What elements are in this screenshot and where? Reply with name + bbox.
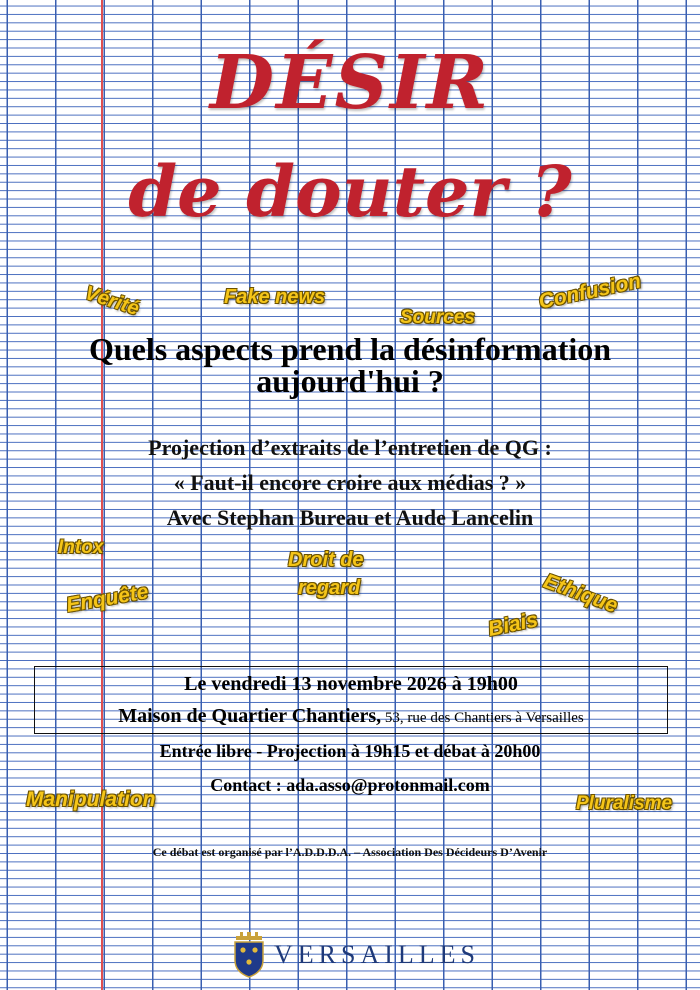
poster-title: DÉSIR xyxy=(209,40,491,126)
main-question-line2: aujourd'hui ? xyxy=(256,363,444,399)
projection-title: Projection d’extraits de l’entretien de QG : xyxy=(148,435,552,460)
event-venue: Maison de Quartier Chantiers, xyxy=(118,705,382,727)
keyword-sources: Sources xyxy=(400,307,475,328)
event-info-box xyxy=(34,666,668,734)
organizer-note: Ce débat est organisé par l’A.D.D.D.A. – Association Des Décideurs D’Avenir xyxy=(152,845,548,859)
keyword-manipulation: Manipulation xyxy=(26,788,156,811)
keyword-confusion: Confusion xyxy=(536,269,643,314)
main-question-line1: Quels aspects prend la désinformation xyxy=(88,331,612,367)
event-address: 53, rue des Chantiers à Versailles xyxy=(381,710,584,726)
event-date: Le vendredi 13 novembre 2026 à 19h00 xyxy=(184,673,518,695)
keyword-verite: Vérité xyxy=(82,281,142,321)
poster-subtitle: de douter ? xyxy=(128,150,572,233)
contact-info[interactable]: Contact : ada.asso@protonmail.com xyxy=(210,775,490,795)
keyword-fake-news: Fake news xyxy=(224,286,326,308)
keyword-enquete: Enquête xyxy=(64,579,151,618)
versailles-crest-icon xyxy=(232,932,266,978)
projection-question: « Faut-il encore croire aux médias ? » xyxy=(173,470,527,495)
projection-guests: Avec Stephan Bureau et Aude Lancelin xyxy=(166,505,534,530)
keyword-droit-de-regard-line2: regard xyxy=(298,577,361,599)
versailles-logo-text: VERSAILLES xyxy=(274,940,480,969)
keyword-biais: Biais xyxy=(486,608,540,641)
entry-info: Entrée libre - Projection à 19h15 et débat à 20h00 xyxy=(159,741,541,761)
event-location xyxy=(35,705,667,728)
keyword-intox: Intox xyxy=(58,537,104,558)
keyword-ethique: Ethique xyxy=(540,569,621,618)
keyword-pluralisme: Pluralisme xyxy=(576,793,673,814)
keyword-droit-de-regard-line1: Droit de xyxy=(288,549,364,571)
versailles-logo xyxy=(232,932,480,978)
